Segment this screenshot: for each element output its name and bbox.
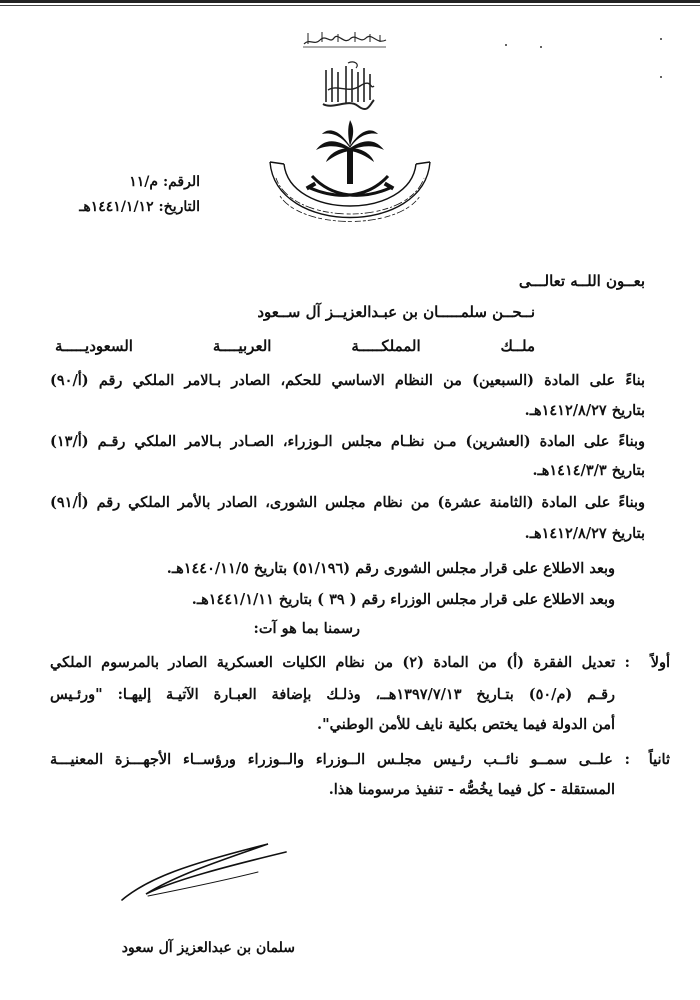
- decree-heading: رسمنا بما هو آت:: [253, 620, 360, 637]
- shahada-calligraphy: [318, 60, 378, 115]
- king-name: نــحــن سلمـــــان بن عبـدالعزيــز آل ســعود: [257, 303, 535, 321]
- recital-date: بتاريخ ١٤١٤/٣/٣هـ.: [532, 462, 645, 479]
- saudi-emblem-icon: [262, 118, 438, 246]
- date-label: التاريخ:: [158, 199, 200, 215]
- reference-number: [50, 170, 200, 195]
- article-number: ثانياً: [648, 751, 670, 768]
- handwritten-signature: [118, 838, 288, 910]
- scan-speck: [660, 38, 662, 40]
- recital-line: وبناءً على المادة (العشرين) مـن نظـام مجلس الـوزراء، الصـادر بـالامر الملكي رقـم (أ/١٣): [50, 433, 645, 450]
- article-number: أولاً: [650, 654, 670, 671]
- signer-name: سلمان بن عبدالعزيز آل سعود: [121, 940, 295, 956]
- article-line: رقـم (م/٥٠) بتـاريخ ١٣٩٧/٧/١٣هــ، وذلـك بإضافة العبـارة الآتيـة إليهـا: "ورئـيس: [50, 686, 616, 703]
- scan-speck: [660, 76, 662, 78]
- scan-speck: [505, 44, 507, 46]
- document-top-border: [0, 0, 700, 3]
- reference-block: [50, 170, 200, 220]
- document-top-border-thin: [0, 5, 700, 6]
- article-line: : تعديل الفقرة (أ) من المادة (٢) من نظام الكليات العسكرية الصادر بالمرسوم الملكي: [50, 654, 631, 671]
- recital-date: بتاريخ ١٤١٢/٨/٢٧هـ.: [524, 525, 645, 542]
- article-line: : علــى سمــو نائــب رئـيس مجلـس الــوزراء والــوزراء ورؤســاء الأجهـــزة المعنيـــة: [50, 751, 630, 768]
- scan-speck: [540, 46, 542, 48]
- recital-date: بتاريخ ١٤١٢/٨/٢٧هـ.: [524, 402, 645, 419]
- issue-date: [50, 195, 200, 220]
- shura-review: وبعد الاطلاع على قرار مجلس الشورى رقم (٥١/١٩٦) بتاريخ ١٤٤٠/١١/٥هـ.: [166, 560, 615, 577]
- recital-line: بناءً على المادة (السبعين) من النظام الاساسي للحكم، الصادر بـالامر الملكي رقم (أ/٩٠): [50, 372, 645, 389]
- date-value: ١٤٤١/١/١٢هـ: [79, 199, 154, 215]
- reference-value: م/١١: [129, 174, 159, 190]
- reference-label: الرقم:: [162, 174, 200, 190]
- article-line: أمن الدولة فيما يختص بكلية نايف للأمن الوطني".: [317, 716, 615, 733]
- article-line: المستقلة - كل فيما يخُصُّه - تنفيذ مرسومنا هذا.: [328, 781, 615, 798]
- ministers-review: وبعد الاطلاع على قرار مجلس الوزراء رقم ( ٣٩ ) بتاريخ ١٤٤١/١/١١هـ.: [191, 591, 615, 608]
- recital-line: وبناءً على المادة (الثامنة عشرة) من نظام مجلس الشورى، الصادر بالأمر الملكي رقم (أ/٩١): [50, 494, 645, 511]
- king-title: ملــك المملكـــــة العربيــــة السعوديـــــة: [55, 337, 535, 355]
- invocation: بعــون اللــه تعالـــى: [518, 272, 645, 290]
- basmala-calligraphy: [300, 28, 390, 50]
